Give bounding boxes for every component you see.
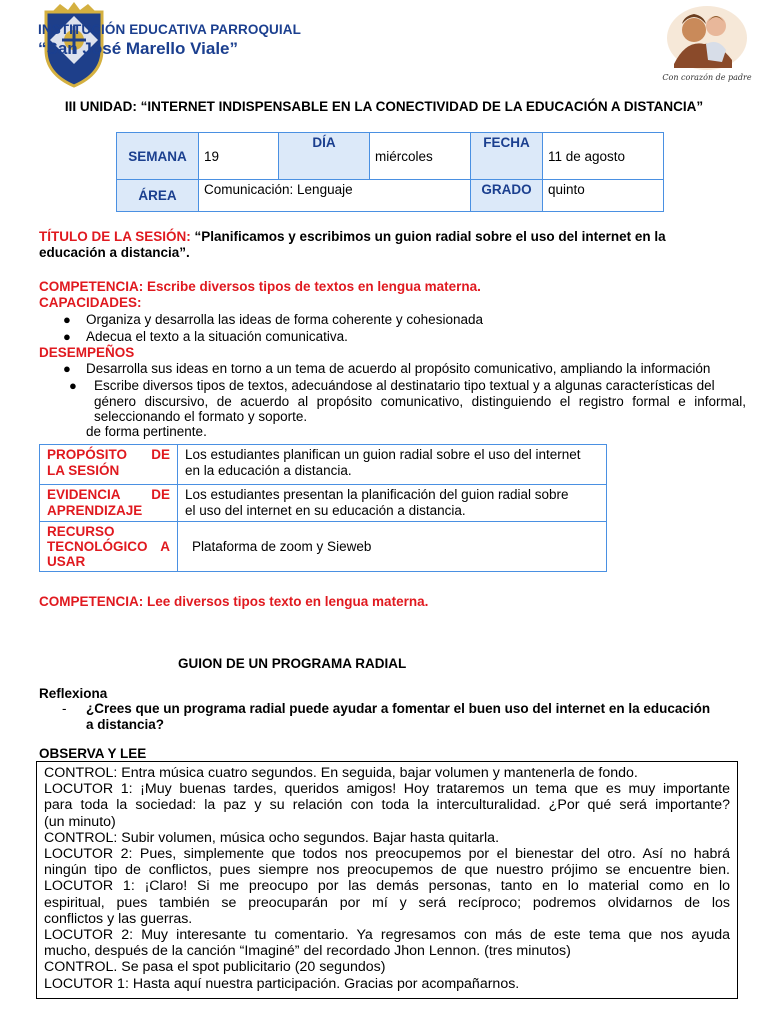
desempeno-item-2-line3: seleccionando el formato y soporte. [94,409,308,424]
competencia-lee: COMPETENCIA: Lee diversos tipos texto en lengua materna. [39,594,429,609]
script-line: CONTROL: Subir volumen, música ocho segundos. Bajar hasta quitarla. [44,829,500,846]
illustration-caption: Con corazón de padre [662,73,752,82]
dia-value: miércoles [370,133,471,180]
evidencia-label-line1: EVIDENCIA DE [47,487,170,502]
reflexiona-question-line2: a distancia? [86,717,165,732]
evidencia-text-line1: Los estudiantes presentan la planificación del guion radial sobre [185,487,569,502]
script-line: mucho, después de la canción “Imaginé” del recordado Jhon Lennon. (tres minutos) [44,943,571,960]
saint-joseph-illustration [652,4,762,84]
script-line: (un minuto) [44,813,116,830]
area-value: Comunicación: Lenguaje [199,180,471,212]
proposito-text [178,445,607,485]
script-line: espiritual, pues también se preocuparán por mí y será recíproco; podremos olvidarnos de los [44,894,730,911]
session-title-label: TÍTULO DE LA SESIÓN: [39,229,191,244]
semana-label: SEMANA [117,133,199,180]
bullet-icon: ● [69,378,77,393]
school-name-line2: “San José Marello Viale” [38,39,238,58]
fecha-value: 11 de agosto [543,133,664,180]
proposito-label-line2: LA SESIÓN [47,463,120,478]
evidencia-label [40,485,178,522]
session-info-table [116,132,664,212]
dia-label: DÍA [279,133,370,180]
purpose-table [39,444,607,572]
script-line: LOCUTOR 1: Hasta aquí nuestra participación. Gracias por acompañarnos. [44,975,520,992]
script-line: conflictos y las guerras. [44,910,193,927]
script-line: LOCUTOR 1: ¡Claro! Si me preocupo por las demás personas, tanto en lo material como en lo [44,878,730,895]
script-line: CONTROL. Se pasa el spot publicitario (20 segundos) [44,959,386,976]
proposito-text-line2: en la educación a distancia. [185,463,352,478]
school-name-line1: INSTITUCIÓN EDUCATIVA PARROQUIAL [38,22,301,37]
capacidad-item: Organiza y desarrolla las ideas de forma coherente y cohesionada [86,312,483,327]
unit-title: III UNIDAD: “INTERNET INDISPENSABLE EN LA CONECTIVIDAD DE LA EDUCACIÓN A DISTANCIA” [64,99,704,114]
reflexiona-label: Reflexiona [39,686,108,701]
semana-value: 19 [199,133,279,180]
bullet-icon: ● [63,361,71,376]
area-label: ÁREA [117,180,199,212]
reflexiona-question-line1: ¿Crees que un programa radial puede ayudar a fomentar el buen uso del internet en la educación [86,701,711,716]
proposito-label [40,445,178,485]
fecha-label: FECHA [471,133,543,180]
script-line: para toda la sociedad: la paz y su relación con toda la interculturalidad. ¿Por qué será importante? [44,797,730,814]
evidencia-text-line2: el uso del internet en su educación a distancia. [185,503,466,518]
recurso-label-line1: RECURSO [47,524,115,539]
observa-label: OBSERVA Y LEE [39,746,147,761]
radio-script-box [36,761,738,999]
recurso-label-line2: TECNOLÓGICO A [47,539,170,554]
bullet-icon: ● [63,329,71,344]
evidencia-text [178,485,607,522]
grado-label: GRADO [471,180,543,212]
script-line: LOCUTOR 1: ¡Muy buenas tardes, queridos amigos! Hoy trataremos un tema que es muy importante [44,781,730,798]
guion-title: GUION DE UN PROGRAMA RADIAL [178,656,407,671]
script-line: ningún tipo de conflictos, pues siempre nos preocupemos de que nuestro prójimo se encuentre bien. [44,862,730,879]
session-title-text: “Planificamos y escribimos un guion radial sobre el uso del internet en la [194,229,666,244]
desempeno-item-2-line2: género discursivo, de acuerdo al propósito comunicativo, distinguiendo el registro formal e informal, [94,394,746,409]
bullet-icon: ● [63,312,71,327]
grado-value: quinto [543,180,664,212]
script-line: LOCUTOR 2: Pues, simplemente que todos nos preocupemos por el bienestar del otro. Así no habrá [44,846,730,863]
recurso-text: Plataforma de zoom y Sieweb [178,522,607,572]
proposito-text-line1: Los estudiantes planifican un guion radial sobre el uso del internet [185,447,581,462]
competencia-escribe: COMPETENCIA: Escribe diversos tipos de textos en lengua materna. [39,279,481,294]
recurso-label [40,522,178,572]
script-line: CONTROL: Entra música cuatro segundos. En seguida, bajar volumen y mantenerla de fondo. [44,765,638,781]
script-line: LOCUTOR 2: Muy interesante tu comentario. Ya regresamos con más de este tema que nos ayuda [44,927,730,944]
session-title-line2: educación a distancia”. [39,245,190,260]
desempenos-label: DESEMPEÑOS [39,345,135,360]
evidencia-label-line2: APRENDIZAJE [47,503,143,518]
session-title-line1 [39,229,666,244]
desempeno-item-1: Desarrolla sus ideas en torno a un tema de acuerdo al propósito comunicativo, ampliando la información [86,361,711,376]
desempeno-item-2-line4: de forma pertinente. [86,424,207,439]
desempeno-item-2-line1: Escribe diversos tipos de textos, adecuándose al destinatario tipo textual y a algunas características del [94,378,715,393]
proposito-label-line1: PROPÓSITO DE [47,447,170,462]
capacidad-item: Adecua el texto a la situación comunicativa. [86,329,348,344]
recurso-label-line3: USAR [47,554,86,569]
reflexiona-dash: - [62,701,67,716]
capacidades-label: CAPACIDADES: [39,295,142,310]
